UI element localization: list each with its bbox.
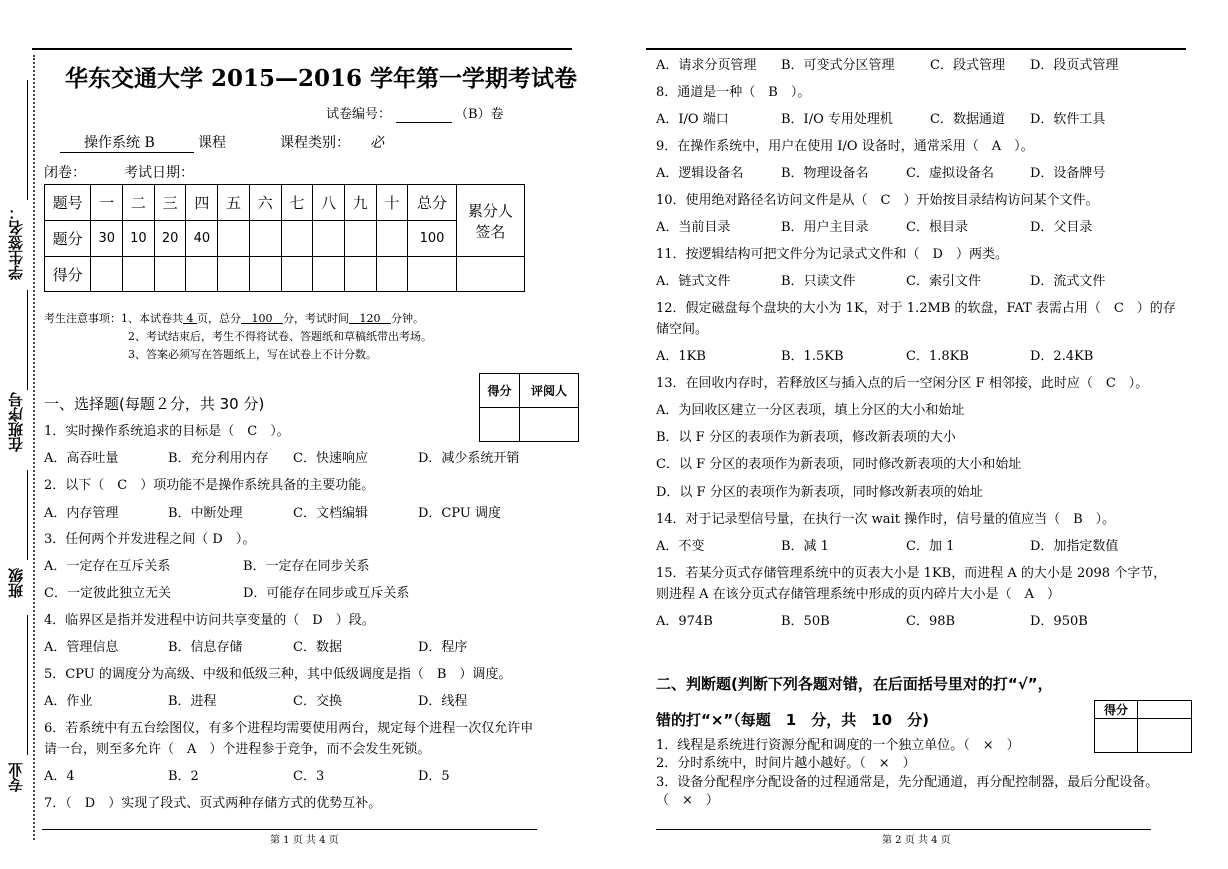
score-cell[interactable] [313, 257, 345, 292]
option: D．加指定数值 [1030, 539, 1119, 554]
option: A．4 [44, 769, 75, 784]
judge-1: 1．线程是系统进行资源分配和调度的一个独立单位。（ × ） [656, 738, 1020, 753]
option: B．1.5KB [781, 349, 844, 364]
option: C．98B [906, 614, 956, 629]
score-table [44, 184, 525, 292]
option: C．快速响应 [293, 451, 368, 466]
option: D．可能存在同步或互斥关系 [243, 586, 410, 601]
option: C．根目录 [906, 220, 968, 235]
question-9: 9．在操作系统中，用户在使用 I/O 设备时，通常采用（ A ）。 [656, 139, 1034, 154]
option: D．软件工具 [1030, 112, 1106, 127]
score-table-col: 二 [123, 185, 155, 221]
question-11: 11．按逻辑结构可把文件分为记录式文件和（ D ）两类。 [656, 247, 1008, 262]
option: B．I/O 专用处理机 [781, 112, 893, 127]
score-cell[interactable] [249, 257, 281, 292]
score-cell[interactable] [91, 257, 123, 292]
exam-title: 华东交通大学 2015—2016 学年第一学期考试卷 [65, 65, 578, 92]
bottom-rule-left [42, 829, 537, 830]
score-cell[interactable] [376, 257, 408, 292]
option: D．流式文件 [1030, 274, 1106, 289]
points-cell: 40 [186, 221, 218, 257]
option: C．数据通道 [930, 112, 1005, 127]
option: C．虚拟设备名 [906, 166, 994, 181]
option: B．2 [168, 769, 199, 784]
option: C．一定彼此独立无关 [44, 586, 171, 601]
option: A．I/O 端口 [656, 112, 729, 127]
score-table-col: 三 [154, 185, 186, 221]
notes-line-3: 3、答案必须写在答题纸上，写在试卷上不计分数。 [128, 348, 377, 361]
question-4: 4．临界区是指并发进程中访问共享变量的（ D ）段。 [44, 613, 375, 628]
option: D．程序 [418, 640, 468, 655]
section2-score-cell[interactable] [1095, 719, 1138, 753]
points-cell: 20 [154, 221, 186, 257]
option: A．为回收区建立一分区表项，填上分区的大小和始址 [656, 403, 965, 418]
option: D．减少系统开销 [418, 451, 520, 466]
question-7: 7．（ D ）实现了段式、页式两种存储方式的优势互补。 [44, 796, 382, 811]
score-table-col: 七 [281, 185, 313, 221]
notes-line-1: 考生注意事项：1、本试卷共 4 页，总分 100 分，考试时间 120 分钟。 [44, 312, 424, 325]
student-sign-label: 学生签名： [7, 205, 25, 280]
option: A．当前目录 [656, 220, 731, 235]
notes-line-2: 2、考试结束后，考生不得将试卷、答题纸和草稿纸带出考场。 [128, 330, 432, 343]
points-cell: 30 [91, 221, 123, 257]
option: D．5 [418, 769, 450, 784]
question-13: 13．在回收内存时，若释放区与插入点的后一空闲分区 F 相邻接，此时应（ C ）。 [656, 376, 1149, 391]
score-table-col: 五 [218, 185, 250, 221]
score-table-col: 八 [313, 185, 345, 221]
score-cell[interactable] [456, 257, 524, 292]
option: A．管理信息 [44, 640, 119, 655]
section2-score-blank[interactable] [1138, 701, 1192, 719]
grader-box [479, 373, 579, 442]
option: B．50B [781, 614, 830, 629]
option: C．交换 [293, 694, 342, 709]
question-12: 12．假定磁盘每个盘块的大小为 1K，对于 1.2MB 的软盘，FAT 表需占用（ C ）的存 [656, 301, 1176, 316]
option: A．一定存在互斥关系 [44, 559, 171, 574]
score-table-col: 九 [344, 185, 376, 221]
score-cell[interactable] [154, 257, 186, 292]
option: B．充分利用内存 [168, 451, 269, 466]
points-cell [376, 221, 408, 257]
option: D．CPU 调度 [418, 506, 501, 521]
course-underline [60, 152, 194, 153]
score-cell[interactable] [408, 257, 457, 292]
binding-dotted-line [33, 55, 35, 840]
date-label: 考试日期： [124, 165, 194, 181]
points-cell: 10 [123, 221, 155, 257]
class-seq-label: 在班序号 [7, 392, 25, 452]
question-2: 2．以下（ C ）项功能不是操作系统具备的主要功能。 [44, 478, 375, 493]
points-label: 题分 [45, 221, 91, 257]
margin-line [27, 290, 28, 390]
option: C．以 F 分区的表项作为新表项，同时修改新表项的大小和始址 [656, 457, 1022, 472]
option: A．请求分页管理 [656, 58, 757, 73]
top-rule-left [32, 48, 572, 50]
score-cell[interactable] [123, 257, 155, 292]
class-label: 班级 [7, 568, 25, 598]
closed-label: 闭卷： [44, 165, 86, 181]
option: A．链式文件 [656, 274, 731, 289]
question-12-cont: 储空间。 [656, 322, 709, 337]
score-table-col: 四 [186, 185, 218, 221]
margin-line [27, 80, 28, 200]
points-cell [218, 221, 250, 257]
option: B．以 F 分区的表项作为新表项，修改新表项的大小 [656, 430, 956, 445]
option: A．1KB [656, 349, 706, 364]
option: B．中断处理 [168, 506, 243, 521]
course-name: 操作系统 B [84, 135, 155, 151]
category-value: 必 [370, 135, 384, 151]
section2-title-cont: 错的打“×”（每题 1 分，共 10 分) [656, 711, 929, 729]
option: C．段式管理 [930, 58, 1005, 73]
paper-type: （B）卷 [455, 107, 504, 122]
footer-left: 第 1 页 共 4 页 [270, 835, 339, 846]
question-8: 8．通道是一种（ B ）。 [656, 85, 811, 100]
points-cell [344, 221, 376, 257]
score-table-col: 一 [91, 185, 123, 221]
option: A．内存管理 [44, 506, 119, 521]
option: C．索引文件 [906, 274, 981, 289]
question-3: 3．任何两个并发进程之间（ D ）。 [44, 532, 256, 547]
course-label: 课程 [198, 135, 226, 151]
option: C．3 [293, 769, 325, 784]
option: D．950B [1030, 614, 1088, 629]
section2-score-cell[interactable] [1138, 719, 1192, 753]
section2-score-box [1094, 700, 1192, 753]
question-1: 1．实时操作系统追求的目标是（ C ）。 [44, 424, 290, 439]
score-table-signer: 累分人签名 [456, 185, 524, 257]
grader-reviewer-label: 评阅人 [519, 374, 578, 408]
points-cell: 100 [408, 221, 457, 257]
score-table-col: 十 [376, 185, 408, 221]
grader-score-label: 得分 [480, 374, 520, 408]
option: A．逻辑设备名 [656, 166, 744, 181]
question-6-cont: 请一台，则至多允许（ A ）个进程参于竞争，而不会发生死锁。 [44, 742, 431, 757]
option: C．文档编辑 [293, 506, 368, 521]
score-cell[interactable] [218, 257, 250, 292]
paper-no-blank [396, 122, 452, 123]
paper-no-label: 试卷编号： [326, 107, 392, 122]
judge-3: 3．设备分配程序分配设备的过程通常是，先分配通道，再分配控制器，最后分配设备。 [656, 775, 1159, 790]
grader-reviewer-cell[interactable] [519, 408, 578, 442]
score-table-col: 六 [249, 185, 281, 221]
score-table-header: 题号 [45, 185, 91, 221]
option: C．数据 [293, 640, 342, 655]
judge-3-cont: （ × ） [656, 793, 719, 808]
points-cell [281, 221, 313, 257]
bottom-rule-right [656, 829, 1151, 830]
grader-score-cell[interactable] [480, 408, 520, 442]
option: B．信息存储 [168, 640, 243, 655]
category-label: 课程类别： [280, 135, 350, 151]
major-label: 专业 [7, 762, 25, 792]
option: A．高吞吐量 [44, 451, 119, 466]
section2-title: 二、判断题(判断下列各题对错，在后面括号里对的打“√”， [656, 675, 1053, 693]
option: D．设备牌号 [1030, 166, 1106, 181]
option: A．作业 [44, 694, 93, 709]
question-10: 10．使用绝对路径名访问文件是从（ C ）开始按目录结构访问某个文件。 [656, 193, 1099, 208]
option: B．物理设备名 [781, 166, 869, 181]
question-15: 15．若某分页式存储管理系统中的页表大小是 1KB，而进程 A 的大小是 2098 个字节， [656, 566, 1167, 581]
option: B．可变式分区管理 [781, 58, 895, 73]
option: B．一定存在同步关系 [243, 559, 370, 574]
option: A．974B [656, 614, 713, 629]
score-cell[interactable] [344, 257, 376, 292]
option: C．1.8KB [906, 349, 969, 364]
option: D．2.4KB [1030, 349, 1094, 364]
margin-line [27, 470, 28, 560]
score-table-col: 总分 [408, 185, 457, 221]
question-5: 5．CPU 的调度分为高级、中级和低级三种，其中低级调度是指（ B ）调度。 [44, 667, 512, 682]
question-14: 14．对于记录型信号量，在执行一次 wait 操作时，信号量的值应当（ B ）。 [656, 512, 1116, 527]
points-cell [249, 221, 281, 257]
option: A．不变 [656, 539, 705, 554]
margin-line [27, 615, 28, 755]
option: B．用户主目录 [781, 220, 869, 235]
score-cell[interactable] [281, 257, 313, 292]
option: D．以 F 分区的表项作为新表项，同时修改新表项的始址 [656, 485, 983, 500]
option: D．线程 [418, 694, 468, 709]
section1-title: 一、选择题(每题２分，共 30 分) [44, 395, 265, 413]
option: B．只读文件 [781, 274, 856, 289]
option: D．段页式管理 [1030, 58, 1119, 73]
option: D．父目录 [1030, 220, 1093, 235]
score-label: 得分 [45, 257, 91, 292]
option: B．进程 [168, 694, 217, 709]
option: C．加 1 [906, 539, 955, 554]
judge-2: 2．分时系统中，时间片越小越好。（ × ） [656, 756, 916, 771]
question-6: 6．若系统中有五台绘图仪，有多个进程均需要使用两台，规定每个进程一次仅允许申 [44, 721, 534, 736]
section2-score-label: 得分 [1095, 701, 1138, 719]
option: B．减 1 [781, 539, 829, 554]
top-rule-right [646, 48, 1186, 50]
points-cell [313, 221, 345, 257]
footer-right: 第 2 页 共 4 页 [882, 835, 951, 846]
question-15-cont: 则进程 A 在该分页式存储管理系统中形成的页内碎片大小是（ A ） [656, 587, 1061, 602]
score-cell[interactable] [186, 257, 218, 292]
